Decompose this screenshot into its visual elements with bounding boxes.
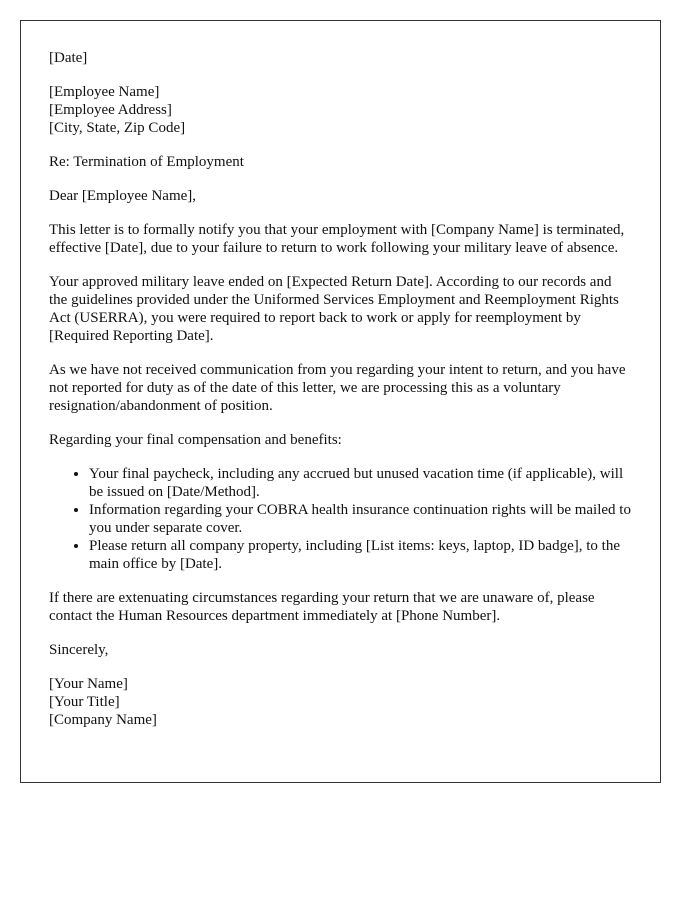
list-item-final-paycheck: • Your final paycheck, including any accrued but unused vacation time (if applicable), will be issued on [Date/Method].	[89, 465, 632, 501]
letter-date: [Date]	[49, 50, 88, 66]
recipient-address: [Employee Address]	[49, 102, 172, 118]
signer-company: [Company Name]	[49, 712, 157, 728]
paragraph-userra: Your approved military leave ended on [Expected Return Date]. According to our records and the guidelines provided under the Uniformed Services Employment and Reemployment Rights Act (USERRA), you were required to report back to work or apply for reemployment by [Required Reporting Date].	[49, 274, 619, 344]
benefits-list	[49, 465, 632, 573]
signer-title: [Your Title]	[49, 694, 120, 710]
list-item-cobra: • Information regarding your COBRA health insurance continuation rights will be mailed to you under separate cover.	[89, 501, 632, 537]
paragraph-notification: This letter is to formally notify you that your employment with [Company Name] is terminated, effective [Date], due to your failure to return to work following your military leave of absence.	[49, 222, 625, 256]
closing: Sincerely,	[49, 642, 109, 658]
list-item-company-property: • Please return all company property, including [List items: keys, laptop, ID badge], to the main office by [Date].	[89, 537, 632, 573]
paragraph-contact-hr: If there are extenuating circumstances regarding your return that we are unaware of, please contact the Human Resources department immediately at [Phone Number].	[49, 590, 595, 624]
recipient-city-state-zip: [City, State, Zip Code]	[49, 120, 186, 136]
paragraph-benefits-intro: Regarding your final compensation and benefits:	[49, 432, 342, 448]
signature-block	[49, 675, 632, 729]
signer-name: [Your Name]	[49, 676, 128, 692]
recipient-address-block	[49, 83, 632, 137]
letter-document	[20, 20, 661, 783]
recipient-name: [Employee Name]	[49, 84, 160, 100]
salutation: Dear [Employee Name],	[49, 188, 197, 204]
paragraph-abandonment: As we have not received communication from you regarding your intent to return, and you have not reported for duty as of the date of this letter, we are processing this as a voluntary resignation/abandonment of position.	[49, 362, 626, 414]
subject-line: Re: Termination of Employment	[49, 154, 244, 170]
